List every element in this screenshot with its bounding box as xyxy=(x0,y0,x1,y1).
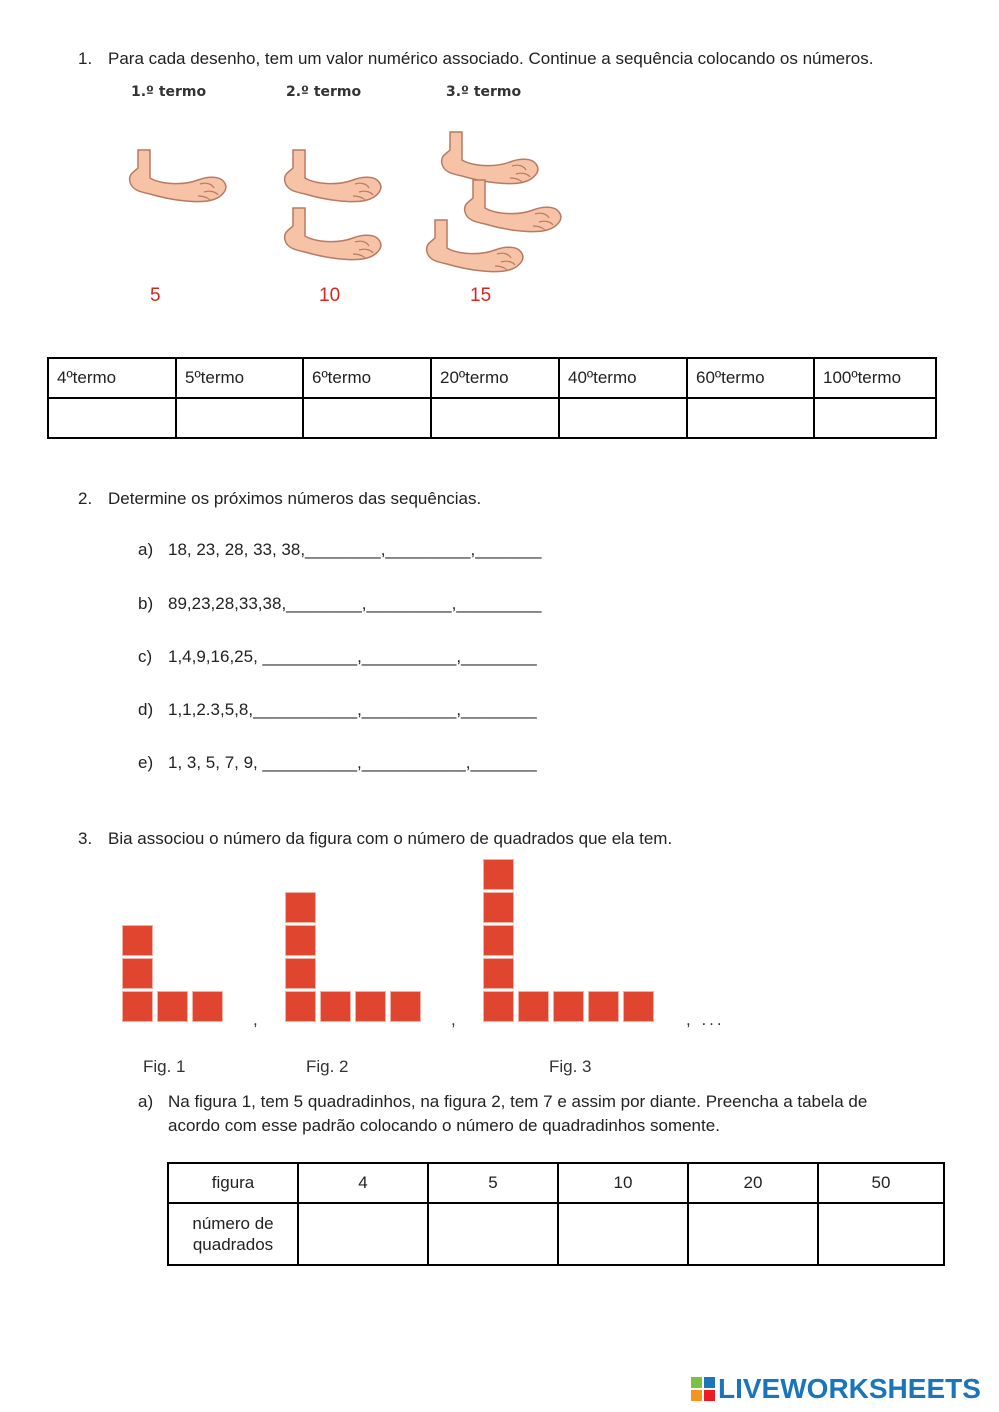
sequence-item-c[interactable] xyxy=(138,647,537,667)
table-header-cell: 20 xyxy=(688,1163,818,1203)
answer-cell[interactable] xyxy=(428,1203,558,1265)
question-2 xyxy=(78,489,481,509)
term-value-1: 5 xyxy=(150,285,161,306)
question-3 xyxy=(78,829,672,849)
table-header-cell: 4ºtermo xyxy=(48,358,176,398)
square xyxy=(122,991,153,1022)
sequence-item-e[interactable] xyxy=(138,753,537,773)
answer-cell[interactable] xyxy=(687,398,814,438)
squares-table xyxy=(167,1162,945,1266)
answer-cell[interactable] xyxy=(688,1203,818,1265)
term-value-3: 15 xyxy=(470,285,492,306)
item-letter: b) xyxy=(138,594,154,613)
question-number: 2. xyxy=(78,489,93,508)
question-text: Para cada desenho, tem um valor numérico associado. Continue a sequência colocando os números. xyxy=(108,49,874,68)
square xyxy=(483,958,514,989)
answer-cell[interactable] xyxy=(559,398,687,438)
square xyxy=(355,991,386,1022)
separator: , ... xyxy=(686,1010,725,1029)
sub-question-a xyxy=(138,1092,867,1112)
figure-label-3: Fig. 3 xyxy=(549,1057,592,1076)
foot-icon xyxy=(285,150,381,202)
item-letter: d) xyxy=(138,700,154,719)
separator: , xyxy=(451,1010,456,1029)
answer-cell[interactable] xyxy=(818,1203,944,1265)
square xyxy=(483,991,514,1022)
answer-cell[interactable] xyxy=(431,398,559,438)
square xyxy=(285,925,316,956)
square xyxy=(390,991,421,1022)
item-text: 1,1,2.3,5,8,___________,__________,________ xyxy=(168,700,537,719)
square xyxy=(285,991,316,1022)
sequence-item-a[interactable] xyxy=(138,540,541,560)
square xyxy=(122,925,153,956)
sub-question-line-2: acordo com esse padrão colocando o número de quadradinhos somente. xyxy=(168,1116,720,1135)
foot-icon xyxy=(465,180,561,232)
term-label-3: 3.º termo xyxy=(446,84,522,100)
item-text: 1, 3, 5, 7, 9, __________,___________,_______ xyxy=(168,753,537,772)
answer-cell[interactable] xyxy=(298,1203,428,1265)
footer-brand xyxy=(690,1373,981,1405)
question-text: Bia associou o número da figura com o número de quadrados que ela tem. xyxy=(108,829,673,848)
square xyxy=(157,991,188,1022)
table-answer-row xyxy=(48,398,936,438)
row-label-quadrados xyxy=(168,1203,298,1265)
sub-question-line-1: Na figura 1, tem 5 quadradinhos, na figura 2, tem 7 e assim por diante. Preencha a tabela de xyxy=(168,1092,868,1111)
answer-cell[interactable] xyxy=(814,398,936,438)
question-1 xyxy=(78,49,873,69)
item-letter: a) xyxy=(138,1092,154,1111)
question-text: Determine os próximos números das sequências. xyxy=(108,489,482,508)
term-label-2: 2.º termo xyxy=(286,84,362,100)
feet-illustration xyxy=(110,120,580,290)
square xyxy=(483,859,514,890)
term-value-2: 10 xyxy=(319,285,341,306)
square xyxy=(285,892,316,923)
table-header-cell: 50 xyxy=(818,1163,944,1203)
question-number: 3. xyxy=(78,829,93,848)
liveworksheets-logo-icon xyxy=(690,1376,716,1402)
item-text: 1,4,9,16,25, __________,__________,________ xyxy=(168,647,537,666)
item-text: 18, 23, 28, 33, 38,________,_________,_______ xyxy=(168,540,542,559)
question-number: 1. xyxy=(78,49,93,68)
table-header-cell: 100ºtermo xyxy=(814,358,936,398)
table-header-cell: 60ºtermo xyxy=(687,358,814,398)
term-label-1: 1.º termo xyxy=(131,84,207,100)
table-header-row xyxy=(48,358,936,398)
table-header-row xyxy=(168,1163,944,1203)
table-header-cell: 5ºtermo xyxy=(176,358,303,398)
row-label-line-1: número de xyxy=(192,1214,274,1233)
table-header-cell: 20ºtermo xyxy=(431,358,559,398)
table-header-cell: 10 xyxy=(558,1163,688,1203)
square xyxy=(320,991,351,1022)
foot-icon xyxy=(130,150,226,202)
answer-cell[interactable] xyxy=(176,398,303,438)
sequence-item-b[interactable] xyxy=(138,594,541,614)
separator: , xyxy=(253,1010,258,1029)
item-text: 89,23,28,33,38,________,_________,_________ xyxy=(168,594,542,613)
square xyxy=(192,991,223,1022)
figure-label-2: Fig. 2 xyxy=(306,1057,349,1076)
figure-label-1: Fig. 1 xyxy=(143,1057,186,1076)
sequence-item-d[interactable] xyxy=(138,700,537,720)
item-letter: c) xyxy=(138,647,153,666)
table-header-cell: 5 xyxy=(428,1163,558,1203)
square xyxy=(483,892,514,923)
answer-cell[interactable] xyxy=(558,1203,688,1265)
square xyxy=(553,991,584,1022)
table-header-cell: 4 xyxy=(298,1163,428,1203)
row-label-line-2: quadrados xyxy=(192,1235,274,1254)
square xyxy=(588,991,619,1022)
foot-icon xyxy=(285,208,381,260)
table-header-cell: 6ºtermo xyxy=(303,358,431,398)
table-header-cell: 40ºtermo xyxy=(559,358,687,398)
table-answer-row xyxy=(168,1203,944,1265)
row-label-figura: figura xyxy=(168,1163,298,1203)
item-letter: a) xyxy=(138,540,154,559)
square xyxy=(122,958,153,989)
answer-cell[interactable] xyxy=(303,398,431,438)
square xyxy=(518,991,549,1022)
answer-cell[interactable] xyxy=(48,398,176,438)
square xyxy=(285,958,316,989)
square xyxy=(623,991,654,1022)
square xyxy=(483,925,514,956)
brand-name: LIVEWORKSHEETS xyxy=(718,1373,981,1404)
foot-icon xyxy=(442,132,538,184)
terms-table xyxy=(47,357,937,439)
item-letter: e) xyxy=(138,753,154,772)
